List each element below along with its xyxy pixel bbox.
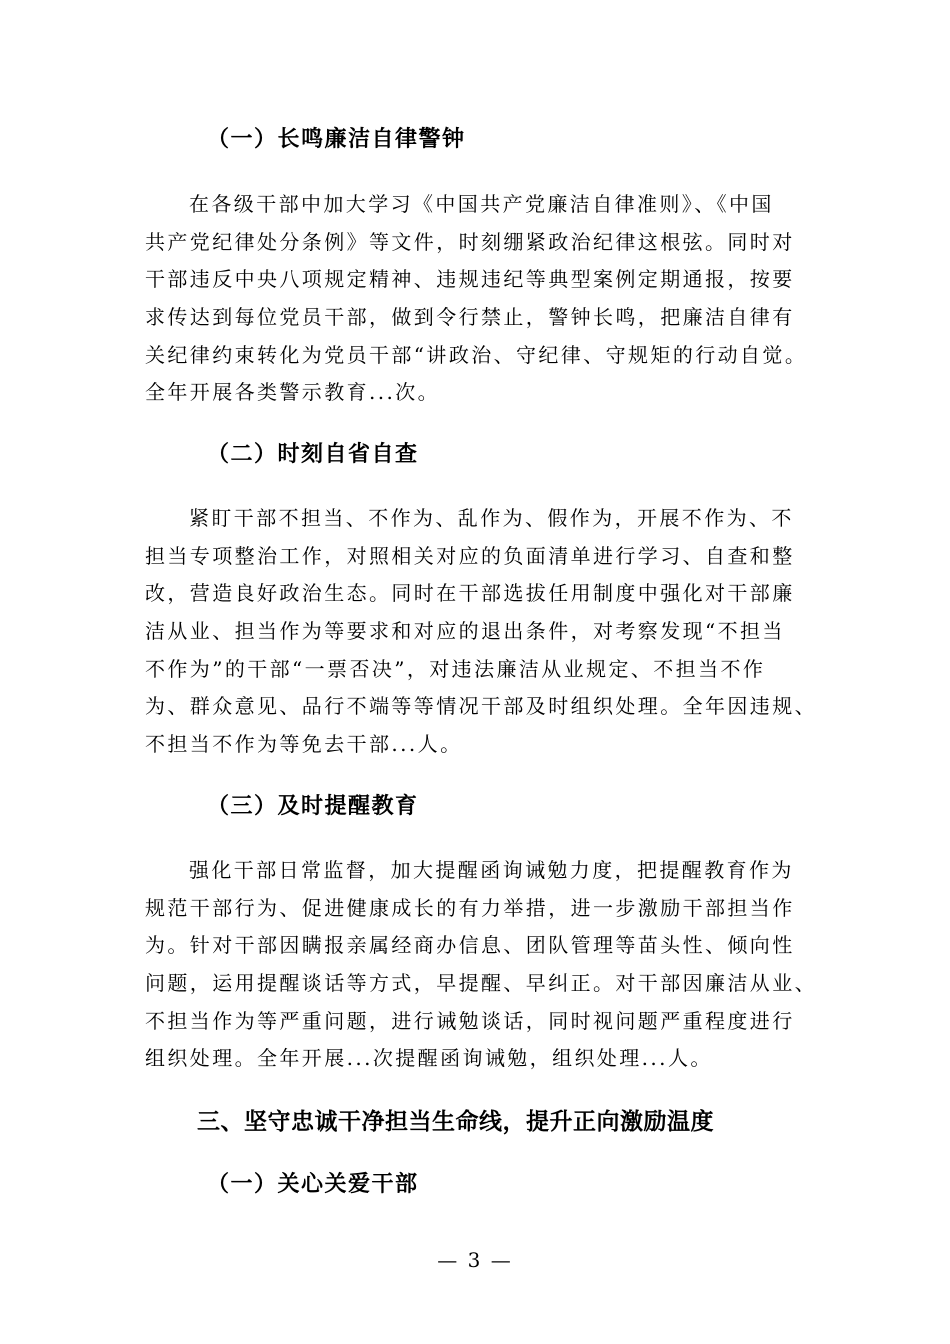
paragraph-line: 规范干部行为、促进健康成长的有力举措，进一步激励干部担当作 xyxy=(145,895,795,920)
paragraph-line: 不担当作为等严重问题，进行诫勉谈话，同时视问题严重程度进行 xyxy=(145,1008,795,1033)
section-2-paragraph xyxy=(145,500,815,764)
paragraph-line: 不作为”的干部“一票否决”，对违法廉洁从业规定、不担当不作 xyxy=(145,656,766,681)
paragraph-line: 组织处理。全年开展...次提醒函询诫勉，组织处理...人。 xyxy=(145,1046,713,1071)
paragraph-line: 紧盯干部不担当、不作为、乱作为、假作为，开展不作为、不 xyxy=(189,506,794,530)
subsection-heading: （一）关心关爱干部 xyxy=(207,1172,419,1197)
chapter-heading: 三、坚守忠诚干净担当生命线，提升正向激励温度 xyxy=(197,1109,714,1135)
section-1-heading: （一）长鸣廉洁自律警钟 xyxy=(207,127,466,152)
paragraph-line: 关纪律约束转化为党员干部“讲政治、守纪律、守规矩的行动自觉。 xyxy=(145,342,808,367)
paragraph-line: 洁从业、担当作为等要求和对应的退出条件，对考察发现“不担当 xyxy=(145,619,785,644)
paragraph-line: 全年开展各类警示教育...次。 xyxy=(145,380,441,405)
paragraph-line: 求传达到每位党员干部，做到令行禁止，警钟长鸣，把廉洁自律有 xyxy=(145,305,795,330)
paragraph-line: 共产党纪律处分条例》等文件，时刻绷紧政治纪律这根弦。同时对 xyxy=(145,229,795,254)
paragraph-line: 问题，运用提醒谈话等方式，早提醒、早纠正。对干部因廉洁从业、 xyxy=(145,971,817,996)
page-number: — 3 — xyxy=(437,1248,513,1272)
section-3-paragraph xyxy=(145,852,815,1078)
paragraph-line: 改，营造良好政治生态。同时在干部选拔任用制度中强化对干部廉 xyxy=(145,581,795,606)
section-3-heading: （三）及时提醒教育 xyxy=(207,794,419,819)
section-2-heading: （二）时刻自省自查 xyxy=(207,442,419,467)
section-1-paragraph xyxy=(145,186,815,412)
paragraph-line: 在各级干部中加大学习《中国共产党廉洁自律准则》、《中国 xyxy=(189,192,774,216)
paragraph-line: 为、群众意见、品行不端等等情况干部及时组织处理。全年因违规、 xyxy=(145,694,817,719)
paragraph-line: 干部违反中央八项规定精神、违规违纪等典型案例定期通报，按要 xyxy=(145,267,795,292)
paragraph-line: 不担当不作为等免去干部...人。 xyxy=(145,732,463,757)
paragraph-line: 为。针对干部因瞒报亲属经商办信息、团队管理等苗头性、倾向性 xyxy=(145,933,795,958)
paragraph-line: 担当专项整治工作，对照相关对应的负面清单进行学习、自查和整 xyxy=(145,543,795,568)
paragraph-line: 强化干部日常监督，加大提醒函询诫勉力度，把提醒教育作为 xyxy=(189,858,794,882)
